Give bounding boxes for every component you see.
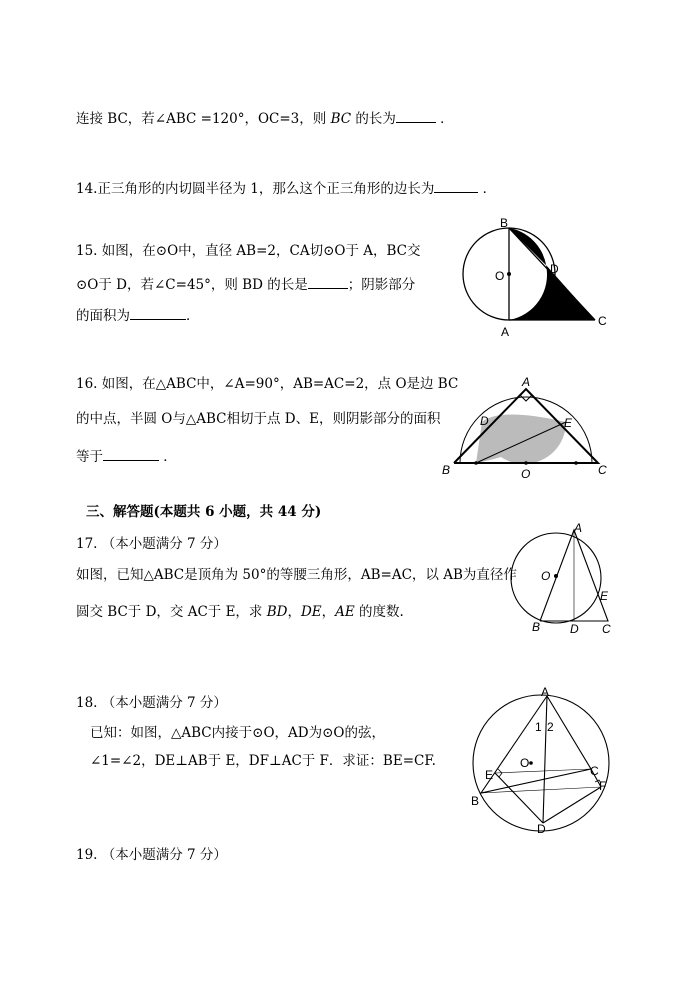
q18-label-c: C	[590, 764, 599, 778]
q18-label-e: E	[485, 768, 494, 782]
q16-label-o: O	[521, 467, 531, 481]
q16-label-d: D	[480, 414, 489, 428]
q13-line	[76, 108, 454, 128]
q15-label-b: B	[500, 216, 509, 230]
q17-label-o: O	[541, 569, 551, 583]
q18-chord-ad	[543, 696, 547, 823]
q16-label-a: A	[522, 375, 531, 389]
q17-arc-de: DE	[300, 604, 322, 620]
q18-line1: 已知：如图，△ABC内接于⊙O，AD为⊙O的弦，	[90, 725, 385, 741]
q17-line2	[76, 603, 404, 621]
q17-label-b: B	[532, 620, 541, 634]
q17-line1: 如图，已知△ABC是顶角为 50°的等腰三角形，AB=AC，以 AB为直径作	[76, 567, 517, 583]
q19-head: 19. （本小题满分 7 分）	[76, 847, 227, 863]
q15-center-dot	[507, 272, 511, 276]
q15-label-a: A	[501, 325, 510, 339]
q18-df	[543, 787, 601, 823]
q14-text: 14.正三角形的内切圆半径为 1，那么这个正三角形的边长为	[76, 181, 435, 197]
q18-line2: ∠1=∠2，DE⊥AB于 E，DF⊥AC于 F．求证：BE=CF.	[90, 753, 436, 769]
q16-line3b: ．	[163, 449, 177, 465]
q17-line2a: 圆交 BC于 D，交 AC于 E，求	[76, 604, 267, 620]
q18-center-dot	[529, 761, 533, 765]
q13-text-a: 连接 BC，若∠ABC =120°，OC=3，则	[76, 111, 331, 127]
q17-line2b: 的度数.	[354, 604, 404, 620]
q17-center-dot	[554, 574, 558, 578]
q15-label-o: O	[495, 269, 505, 283]
q15-area-blank[interactable]	[130, 305, 186, 320]
q16-line1: 16. 如图，在△ABC中，∠A=90°，AB=AC=2，点 O是边 BC	[76, 376, 459, 392]
q17-head: 17. （本小题满分 7 分）	[76, 536, 227, 552]
q15-line2	[76, 274, 415, 294]
q17-label-c: C	[602, 622, 611, 636]
q15-line1: 15. 如图，在⊙O中，直径 AB=2，CA切⊙O于 A，BC交	[76, 243, 421, 259]
q15-line2a: ⊙O于 D，若∠C=45°，则 BD 的长是	[76, 277, 308, 293]
q13-end: ．	[440, 111, 454, 127]
q18-label-1: 1	[535, 720, 542, 734]
q16-answer-blank[interactable]	[103, 446, 159, 461]
q17-label-d: D	[570, 622, 579, 636]
q17-label-a: A	[574, 521, 583, 535]
q15-label-c: C	[598, 314, 607, 328]
q18-figure	[465, 685, 615, 835]
q18-head: 18. （本小题满分 7 分）	[76, 695, 227, 711]
q17-sep1: ，	[287, 604, 301, 620]
q17-arc-bd: BD	[266, 604, 288, 620]
section3-title: 三、解答题(本题共 6 小题，共 44 分)	[86, 504, 322, 520]
q14-end: ．	[482, 181, 497, 197]
q16-line3	[76, 446, 177, 466]
q16-label-b: B	[442, 463, 451, 477]
q13-arc-bc: BC	[330, 111, 352, 127]
q16-figure	[440, 375, 615, 480]
q18-label-d: D	[537, 822, 546, 836]
q18-circle	[473, 695, 609, 831]
q18-label-o: O	[520, 756, 530, 770]
q16-line2: 的中点，半圆 O与△ABC相切于点 D、E，则阴影部分的面积	[76, 411, 441, 427]
q17-sep2: ，	[321, 604, 336, 620]
q13-answer-blank[interactable]	[396, 108, 436, 123]
q18-label-f: F	[599, 779, 607, 793]
q15-line3a: 的面积为	[76, 308, 130, 324]
q15-line3b: ．	[186, 308, 200, 324]
q18-label-b: B	[471, 794, 480, 808]
q17-label-e: E	[600, 589, 609, 603]
q16-right-angle	[520, 395, 532, 401]
q15-line3	[76, 305, 200, 325]
q17-figure	[510, 520, 620, 638]
q16-center-dot	[524, 461, 528, 465]
q15-label-d: D	[550, 262, 559, 276]
q17-arc-ae: AE	[335, 604, 355, 620]
q18-label-a: A	[541, 685, 550, 699]
q15-line2b: ；阴影部分	[347, 277, 416, 293]
q13-text-b: 的长为	[351, 111, 396, 127]
q16-line3a: 等于	[76, 449, 103, 465]
q15-bd-blank[interactable]	[308, 274, 348, 289]
q14-answer-blank[interactable]	[434, 178, 478, 193]
q14-line	[76, 178, 496, 198]
q16-label-c: C	[598, 463, 607, 477]
q18-label-2: 2	[547, 720, 554, 734]
q15-figure	[455, 215, 615, 340]
q16-label-e: E	[564, 416, 573, 430]
